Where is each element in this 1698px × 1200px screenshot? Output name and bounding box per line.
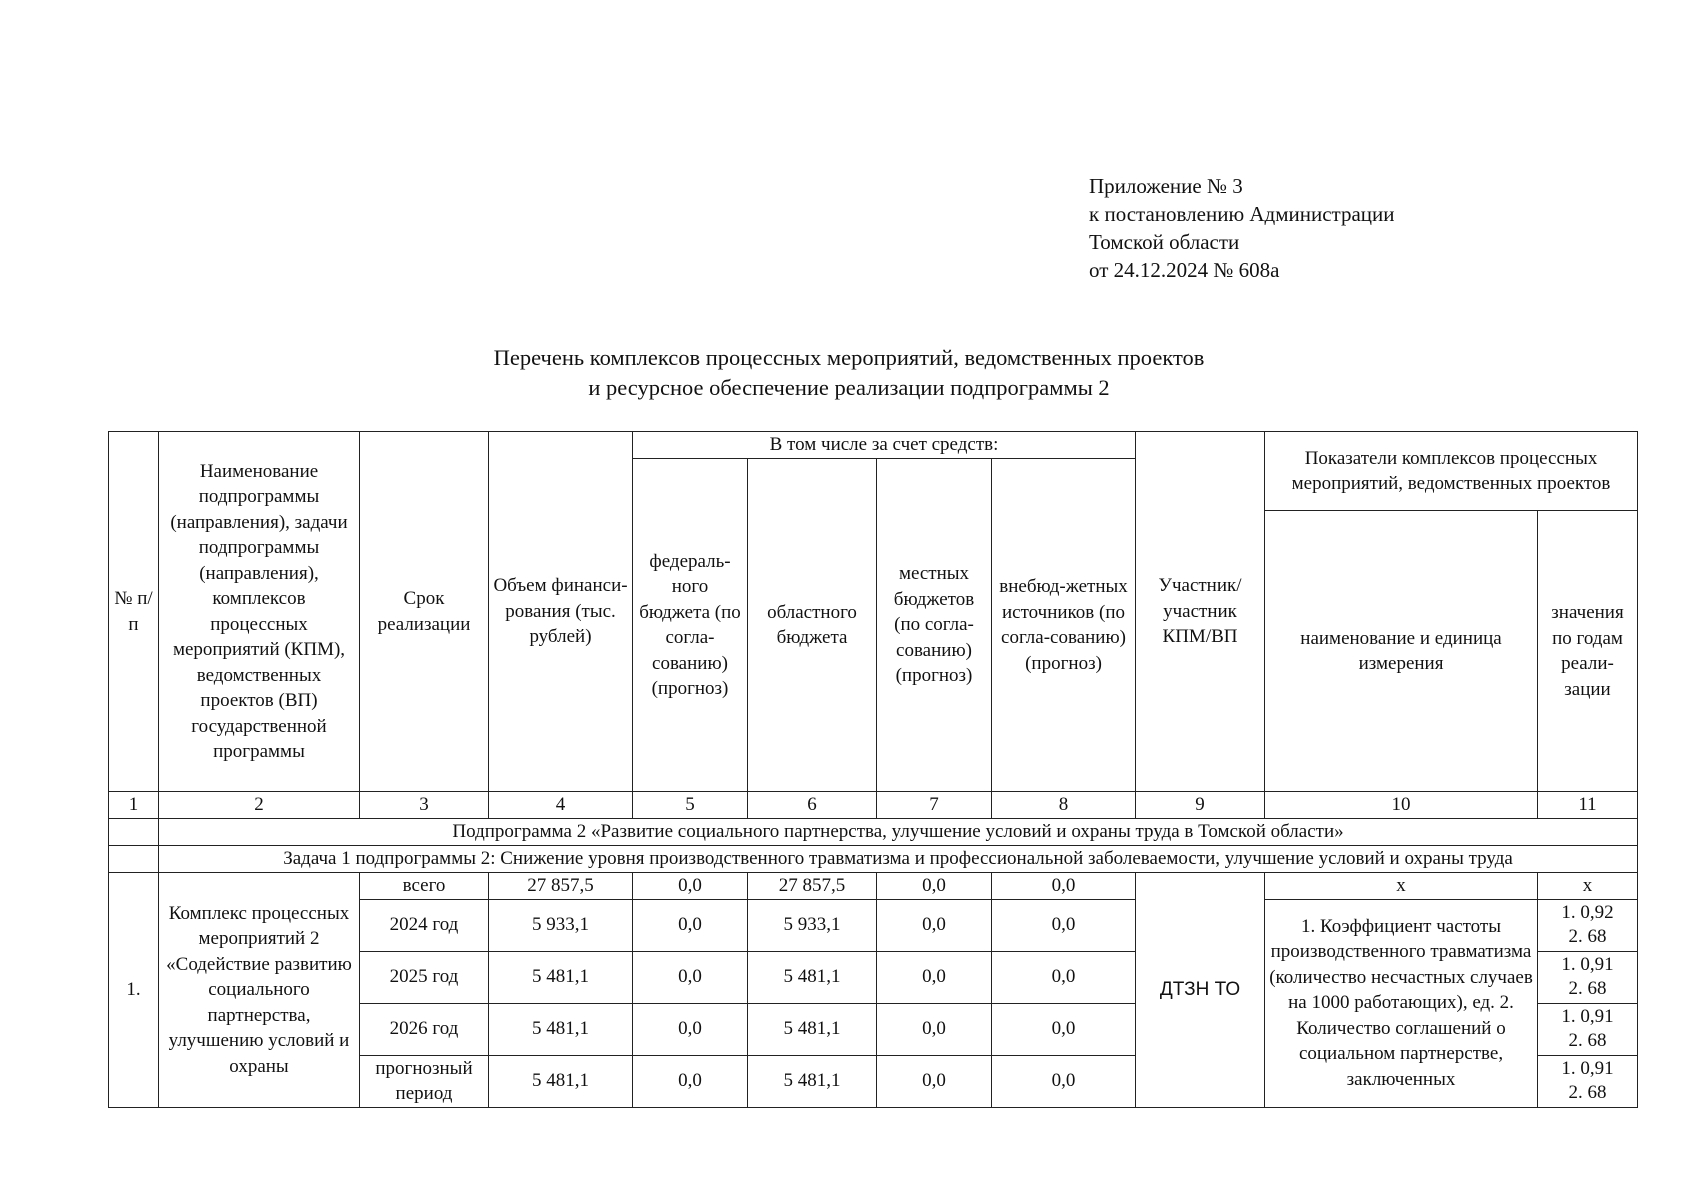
header-federal: федераль-ного бюджета (по согла-сованию) (прогноз) [633,459,748,792]
subprogram-row [109,819,1638,846]
header-regional: областного бюджета [748,459,877,792]
participant-cell: ДТЗН ТО [1136,873,1265,1108]
local-cell: 0,0 [877,899,992,951]
column-number: 8 [992,792,1136,819]
header-participant: Участник/ участник КПМ/ВП [1136,432,1265,792]
resource-table [108,431,1638,1108]
volume-cell: 5 481,1 [489,951,633,1003]
header-indicator-values: значения по годам реали-зации [1538,511,1638,792]
volume-cell: 5 481,1 [489,1055,633,1107]
regional-cell: 5 481,1 [748,1055,877,1107]
extra-cell: 0,0 [992,873,1136,900]
period-cell: всего [360,873,489,900]
table-row [109,873,1638,900]
indicator-value: 2. 68 [1568,926,1607,947]
item-number: 1. [109,873,159,1108]
volume-cell: 5 481,1 [489,1003,633,1055]
local-cell: 0,0 [877,1055,992,1107]
column-numbers-row [109,792,1638,819]
column-number: 5 [633,792,748,819]
empty-cell [109,846,159,873]
indicator-values-cell [1538,1003,1638,1055]
header-local: местных бюджетов (по согла-сованию) (прогноз) [877,459,992,792]
indicator-text: 1. Коэффициент частоты производственного травматизма (количество несчастных случаев на 1000 работающих), ед. 2. Количество соглашений о социальном партнерстве, заключенных [1265,899,1538,1107]
column-number: 9 [1136,792,1265,819]
column-number: 11 [1538,792,1638,819]
indicator-values-cell [1538,1055,1638,1107]
federal-cell: 0,0 [633,873,748,900]
indicator-value: 1. 0,91 [1561,954,1614,975]
indicator-x-cell: х [1265,873,1538,900]
appendix-block [1089,172,1395,284]
extra-cell: 0,0 [992,1003,1136,1055]
indicator-value: 2. 68 [1568,978,1607,999]
period-cell: 2025 год [360,951,489,1003]
header-term: Срок реализации [360,432,489,792]
column-number: 10 [1265,792,1538,819]
title-line-1: Перечень комплексов процессных мероприятий, ведомственных проектов [493,345,1205,370]
appendix-line: Приложение № 3 [1089,174,1243,198]
title-line-2: и ресурсное обеспечение реализации подпрограммы 2 [588,375,1110,400]
period-cell: 2024 год [360,899,489,951]
task-title: Задача 1 подпрограммы 2: Снижение уровня производственного травматизма и профессиональной заболеваемости, улучшение условий и охраны труда [159,846,1638,873]
indicator-values-cell [1538,951,1638,1003]
indicator-value: 1. 0,91 [1561,1006,1614,1027]
appendix-line: от 24.12.2024 № 608а [1089,258,1280,282]
column-number: 1 [109,792,159,819]
indicator-values-cell [1538,899,1638,951]
regional-cell: 5 481,1 [748,1003,877,1055]
appendix-line: Томской области [1089,230,1240,254]
task-row [109,846,1638,873]
indicator-value: 1. 0,92 [1561,902,1614,923]
subprogram-title: Подпрограмма 2 «Развитие социального партнерства, улучшение условий и охраны труда в Томской области» [159,819,1638,846]
indicator-value: 1. 0,91 [1561,1058,1614,1079]
empty-cell [109,819,159,846]
extra-cell: 0,0 [992,899,1136,951]
federal-cell: 0,0 [633,951,748,1003]
column-number: 4 [489,792,633,819]
column-number: 2 [159,792,360,819]
federal-cell: 0,0 [633,899,748,951]
header-name: Наименование подпрограммы (направления), задачи подпрограммы (направления), комплексов процессных мероприятий (КПМ), ведомственных проектов (ВП) государственной программы [159,432,360,792]
local-cell: 0,0 [877,1003,992,1055]
extra-cell: 0,0 [992,1055,1136,1107]
indicator-value: 2. 68 [1568,1082,1607,1103]
extra-cell: 0,0 [992,951,1136,1003]
regional-cell: 5 933,1 [748,899,877,951]
header-sources-group: В том числе за счет средств: [633,432,1136,459]
header-volume: Объем финанси-рования (тыс. рублей) [489,432,633,792]
value-x-cell: х [1538,873,1638,900]
column-number: 7 [877,792,992,819]
item-name: Комплекс процессных мероприятий 2 «Содействие развитию социального партнерства, улучшению условий и охраны [159,873,360,1108]
column-number: 3 [360,792,489,819]
local-cell: 0,0 [877,873,992,900]
regional-cell: 27 857,5 [748,873,877,900]
period-cell: прогнозный период [360,1055,489,1107]
period-cell: 2026 год [360,1003,489,1055]
regional-cell: 5 481,1 [748,951,877,1003]
header-num: № п/п [109,432,159,792]
appendix-line: к постановлению Администрации [1089,202,1395,226]
header-indicators-group: Показатели комплексов процессных мероприятий, ведомственных проектов [1265,432,1638,511]
volume-cell: 5 933,1 [489,899,633,951]
header-indicator-name: наименование и единица измерения [1265,511,1538,792]
header-extra: внебюд-жетных источников (по согла-сованию) (прогноз) [992,459,1136,792]
volume-cell: 27 857,5 [489,873,633,900]
indicator-value: 2. 68 [1568,1030,1607,1051]
federal-cell: 0,0 [633,1003,748,1055]
column-number: 6 [748,792,877,819]
document-title [0,343,1698,403]
federal-cell: 0,0 [633,1055,748,1107]
local-cell: 0,0 [877,951,992,1003]
